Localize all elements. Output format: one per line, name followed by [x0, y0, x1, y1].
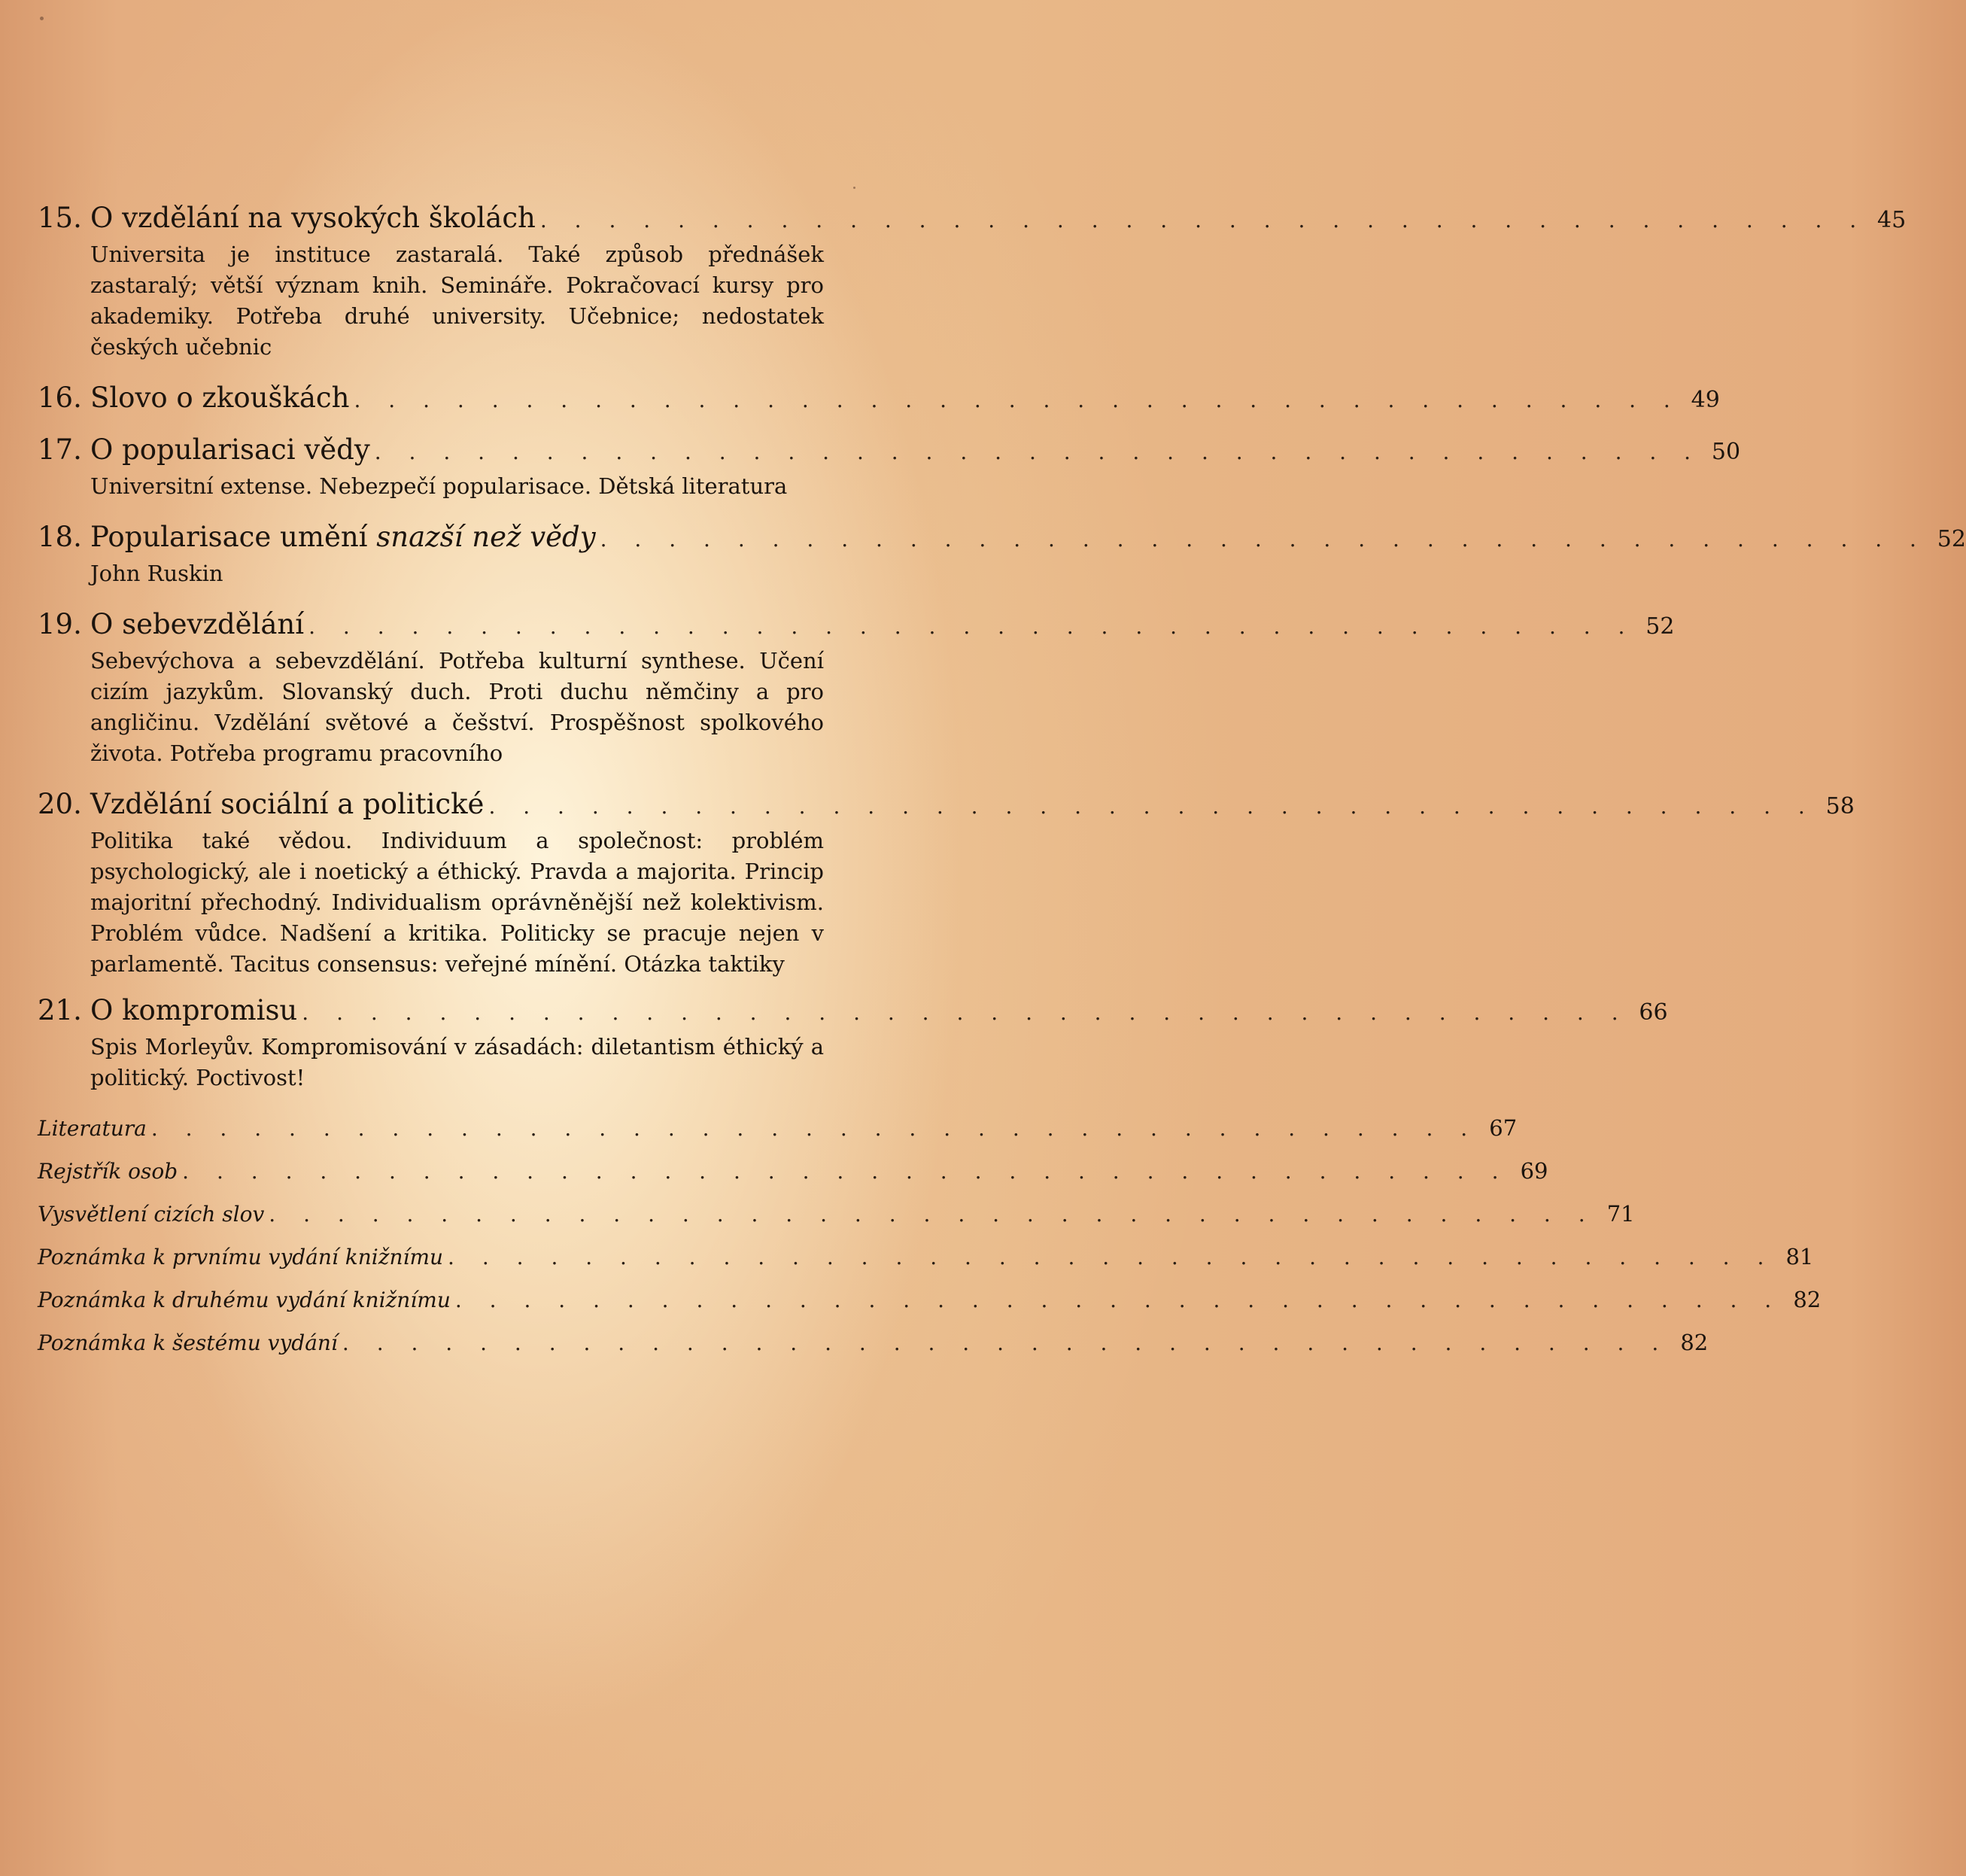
toc-entry-15[interactable] — [38, 199, 1907, 363]
appendix-title: Poznámka k šestému vydání — [38, 1330, 338, 1355]
page-number: 50 — [1711, 439, 1741, 465]
appendix-entry-rejstrik[interactable] — [38, 1153, 1548, 1190]
toc-entry-21[interactable] — [38, 992, 1668, 1093]
paper-speck — [40, 17, 44, 20]
page-number: 81 — [1785, 1244, 1814, 1269]
appendix-title: Poznámka k druhému vydání knižnímu — [38, 1288, 451, 1312]
chapter-title — [90, 518, 596, 556]
page-number: 66 — [1639, 999, 1668, 1026]
toc-entry-heading — [38, 518, 1966, 558]
dot-leader: . . . . . . . . . . . . . . . . . . . . . . . . . . . . . . . . . . . . . . . — [342, 1330, 1670, 1355]
page-number: 49 — [1691, 387, 1720, 413]
chapter-summary: John Ruskin — [90, 561, 223, 586]
dot-leader: . . . . . . . . . . . . . . . . . . . . . . . . . . . . . . . . . . . . . . . — [488, 794, 1816, 819]
toc-entry-heading — [38, 1196, 1635, 1233]
chapter-number: 18. — [38, 521, 82, 553]
toc-entry-16[interactable] — [38, 379, 1720, 419]
dot-leader: . . . . . . . . . . . . . . . . . . . . . . . . . . . . . . . . . . . . . . . — [150, 1116, 1478, 1141]
page-number: 67 — [1489, 1115, 1518, 1141]
chapter-title: Vzdělání sociální a politické — [90, 788, 485, 820]
toc-entry-heading — [38, 1110, 1518, 1147]
chapter-number: 19. — [38, 608, 82, 640]
toc-entry-heading — [38, 786, 1855, 826]
table-of-contents — [38, 199, 1966, 1361]
appendix-entry-poznamka-6[interactable] — [38, 1324, 1709, 1361]
dot-leader: . . . . . . . . . . . . . . . . . . . . . . . . . . . . . . . . . . . . . . . — [374, 439, 1702, 464]
dot-leader: . . . . . . . . . . . . . . . . . . . . . . . . . . . . . . . . . . . . . . . — [600, 527, 1927, 552]
toc-entry-heading — [38, 1239, 1814, 1275]
paper-speck — [853, 187, 855, 189]
chapter-number: 21. — [38, 994, 82, 1026]
dot-leader: . . . . . . . . . . . . . . . . . . . . . . . . . . . . . . . . . . . . . . . — [354, 388, 1681, 412]
toc-entry-19[interactable] — [38, 606, 1675, 769]
toc-entry-heading — [38, 431, 1741, 471]
dot-leader: . . . . . . . . . . . . . . . . . . . . . . . . . . . . . . . . . . . . . . . — [302, 1000, 1629, 1025]
chapter-number: 17. — [38, 433, 82, 466]
page-number: 52 — [1937, 526, 1966, 552]
appendix-title: Poznámka k prvnímu vydání knižnímu — [38, 1245, 444, 1269]
appendix-entry-literatura[interactable] — [38, 1110, 1518, 1147]
chapter-title: O kompromisu — [90, 994, 298, 1026]
dot-leader: . . . . . . . . . . . . . . . . . . . . . . . . . . . . . . . . . . . . . . . — [308, 614, 1636, 639]
toc-entry-heading — [38, 199, 1907, 239]
toc-entry-heading — [38, 606, 1675, 646]
chapter-title-italic: snazší než vědy — [376, 521, 596, 553]
page-number: 45 — [1877, 207, 1907, 233]
toc-entry-heading — [38, 992, 1668, 1032]
appendix-entry-vysvetleni[interactable] — [38, 1196, 1635, 1233]
chapter-summary: Universita je instituce zastaralá. Také způsob přednášek zastaralý; větší význam knih. Semináře. Pokračovací kursy pro akademiky. Potřeba druhé university. Učebnice; nedostatek českých učebnic — [90, 242, 824, 360]
dot-leader: . . . . . . . . . . . . . . . . . . . . . . . . . . . . . . . . . . . . . . . — [539, 208, 1867, 233]
dot-leader: . . . . . . . . . . . . . . . . . . . . . . . . . . . . . . . . . . . . . . . — [448, 1245, 1775, 1269]
chapter-title-roman: Popularisace umění — [90, 521, 368, 553]
page-number: 52 — [1645, 613, 1675, 640]
chapter-title: O vzdělání na vysokých školách — [90, 202, 536, 234]
toc-entry-20[interactable] — [38, 786, 1855, 980]
appendix-entry-poznamka-2[interactable] — [38, 1282, 1822, 1318]
toc-entry-heading — [38, 1153, 1548, 1190]
appendix-title: Literatura — [38, 1116, 147, 1141]
chapter-number: 20. — [38, 788, 82, 820]
page-number: 58 — [1825, 793, 1855, 819]
appendix-title: Vysvětlení cizích slov — [38, 1202, 265, 1227]
page-number: 82 — [1793, 1287, 1822, 1312]
toc-entry-heading — [38, 379, 1720, 419]
chapter-number: 15. — [38, 202, 82, 234]
dot-leader: . . . . . . . . . . . . . . . . . . . . . . . . . . . . . . . . . . . . . . . — [182, 1159, 1509, 1184]
chapter-title: O popularisaci vědy — [90, 433, 370, 466]
dot-leader: . . . . . . . . . . . . . . . . . . . . . . . . . . . . . . . . . . . . . . . — [454, 1288, 1782, 1312]
page-number: 82 — [1680, 1330, 1709, 1355]
appendix-entry-poznamka-1[interactable] — [38, 1239, 1814, 1275]
toc-entry-heading — [38, 1324, 1709, 1361]
page-number: 69 — [1520, 1158, 1548, 1184]
chapter-title: Slovo o zkouškách — [90, 382, 350, 414]
page-number: 71 — [1606, 1201, 1635, 1227]
chapter-summary: Spis Morleyův. Kompromisování v zásadách: diletantism éthický a politický. Poctivost! — [90, 1034, 824, 1090]
appendix-title: Rejstřík osob — [38, 1159, 178, 1184]
dot-leader: . . . . . . . . . . . . . . . . . . . . . . . . . . . . . . . . . . . . . . . — [269, 1202, 1596, 1227]
toc-entry-heading — [38, 1282, 1822, 1318]
chapter-number: 16. — [38, 382, 82, 414]
chapter-title: O sebevzdělání — [90, 608, 305, 640]
chapter-summary: Politika také vědou. Individuum a společnost: problém psychologický, ale i noetický a éthický. Pravda a majorita. Princip majoritní přechodný. Individualism oprávněnější než kolektivism. Problém vůdce. Nadšení a kritika. Politicky se pracuje nejen v parlamentě. Tacitus consensus: veřejné mínění. Otázka taktiky — [90, 828, 824, 977]
chapter-summary: Sebevýchova a sebevzdělání. Potřeba kulturní synthese. Učení cizím jazykům. Slovanský duch. Proti duchu němčiny a pro angličinu. Vzdělání světové a češství. Prospěšnost spolkového života. Potřeba programu pracovního — [90, 648, 824, 766]
toc-entry-17[interactable] — [38, 431, 1741, 502]
chapter-summary: Universitní extense. Nebezpečí popularisace. Dětská literatura — [90, 473, 788, 499]
appendix-list — [38, 1110, 1822, 1361]
toc-entry-18[interactable] — [38, 518, 1966, 589]
